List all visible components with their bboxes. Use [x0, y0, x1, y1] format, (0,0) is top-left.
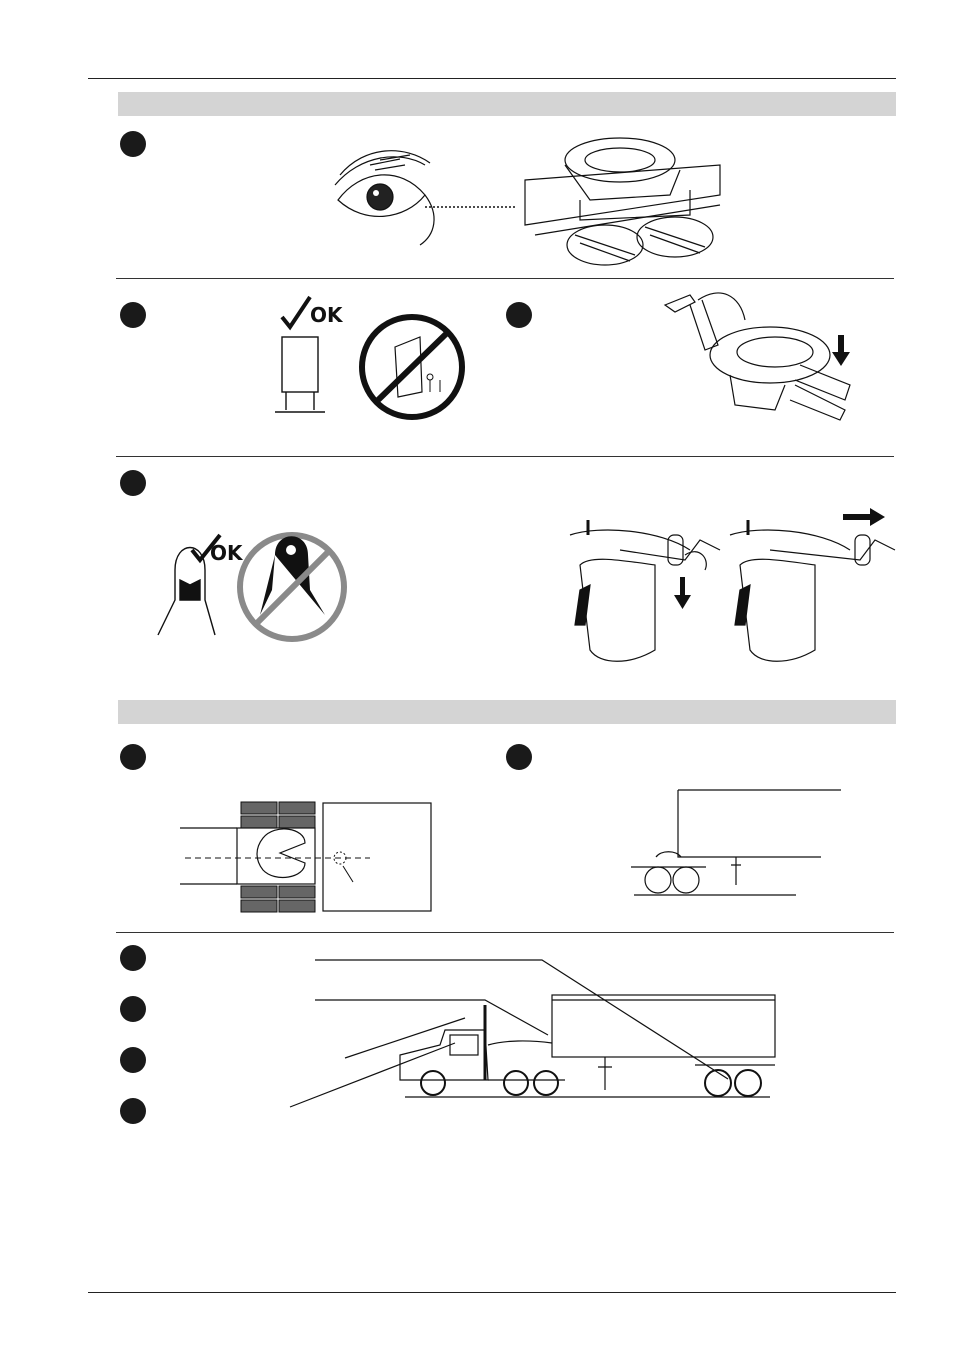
trailer-outline [323, 803, 431, 911]
side-view-height-figure [626, 785, 846, 900]
trailer-support-figure [270, 292, 480, 422]
tractor-tires-icon [241, 802, 315, 912]
top-view-alignment-figure [175, 798, 440, 918]
lubrication-figure [660, 290, 860, 430]
fifth-wheel-top-icon [180, 828, 315, 884]
arrow-down-icon [674, 577, 691, 609]
step-bullet-icon [506, 302, 532, 328]
step-bullet-icon [120, 996, 146, 1022]
step-bullet-icon [120, 1098, 146, 1124]
kingpin-pointer [343, 866, 353, 882]
truck-cab-icon [400, 1005, 565, 1080]
truck-wheels-icon [421, 1071, 558, 1095]
separator-2 [116, 456, 894, 457]
prohibited-icon [362, 317, 462, 417]
handle-down-view-icon [570, 520, 720, 661]
step-bullet-icon [506, 744, 532, 770]
fifth-wheel-on-trailer-icon [525, 138, 720, 265]
eye-icon [335, 151, 434, 245]
grease-gun-icon [665, 293, 745, 350]
tractor-trailer-figure [290, 955, 780, 1110]
trailer-wheels-icon [705, 1070, 761, 1096]
separator-1 [116, 278, 894, 279]
trailer-box-icon [552, 995, 775, 1090]
fifth-wheel-plate-icon [710, 327, 850, 420]
eye-inspection-figure [330, 125, 730, 265]
separator-3 [116, 932, 894, 933]
section-header-bar-1 [118, 92, 896, 116]
prohibited-icon [240, 535, 344, 639]
step-bullet-icon [120, 945, 146, 971]
callout-leader-lines [290, 960, 728, 1107]
tractor-wheels-icon [631, 852, 796, 895]
trailer-on-stand-icon [275, 337, 325, 412]
section-header-bar-2 [118, 700, 896, 724]
bottom-rule [88, 1292, 896, 1293]
step-bullet-icon [120, 470, 146, 496]
coupled-jaw-icon [158, 548, 215, 636]
handle-pulled-view-icon [730, 520, 895, 661]
arrow-right-icon [843, 508, 885, 526]
trailer-side-icon [678, 790, 841, 885]
step-bullet-icon [120, 131, 146, 157]
release-handle-figure [560, 505, 900, 670]
ok-label: OK [310, 303, 343, 327]
arrow-down-icon [832, 335, 850, 366]
jaw-alignment-figure [150, 530, 350, 645]
step-bullet-icon [120, 302, 146, 328]
step-bullet-icon [120, 744, 146, 770]
step-bullet-icon [120, 1047, 146, 1073]
top-rule [88, 78, 896, 79]
check-icon [282, 297, 310, 327]
ok-label: OK [210, 541, 243, 565]
